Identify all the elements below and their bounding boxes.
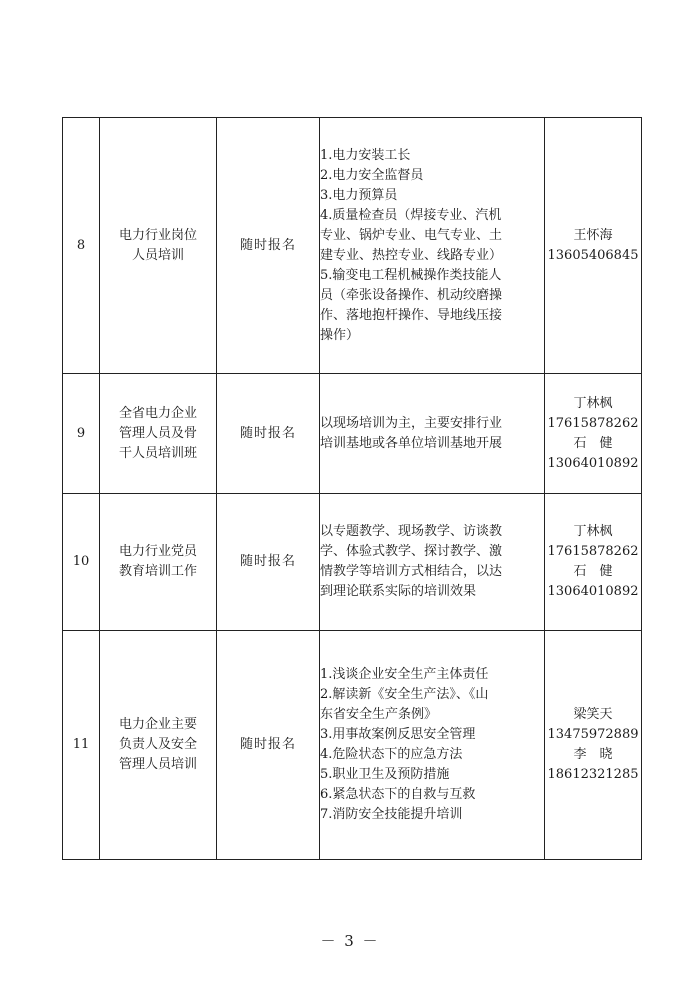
training-name-line: 电力企业主要 (118, 717, 197, 732)
training-time: 随时报名 (217, 118, 320, 374)
training-content-line: 5.输变电工程机械操作类技能人 (320, 267, 502, 283)
training-content-line: 情教学等培训方式相结合，以达 (320, 564, 503, 579)
training-content-line: 4.危险状态下的应急方法 (320, 747, 463, 762)
table-row (63, 118, 642, 374)
training-content-line: 员（牵张设备操作、机动绞磨操 (320, 287, 503, 303)
contact-info-line: 丁林枫 (573, 524, 613, 539)
training-content-line: 以专题教学、现场教学、访谈教 (320, 524, 503, 539)
table-row (63, 374, 642, 494)
row-number: 10 (63, 494, 100, 631)
training-content (320, 118, 545, 374)
training-content-line: 1.浅谈企业安全生产主体责任 (320, 667, 489, 682)
table-row (63, 631, 642, 860)
row-number: 8 (63, 118, 100, 374)
training-name-line: 电力行业党员 (118, 544, 197, 559)
training-content-line: 建专业、热控专业、线路专业） (320, 247, 503, 263)
training-name (100, 374, 217, 494)
training-content-line: 到理论联系实际的培训效果 (320, 584, 477, 599)
training-content-line: 7.消防安全技能提升培训 (320, 807, 463, 822)
training-table-body (63, 118, 642, 860)
training-content-line: 专业、锅炉专业、电气专业、土 (320, 227, 503, 243)
contact-info-line: 13064010892 (547, 584, 639, 599)
training-content-line: 2.电力安全监督员 (320, 167, 424, 183)
contact-info-line: 17615878262 (547, 544, 639, 559)
training-name (100, 494, 217, 631)
training-content-line: 2.解读新《安全生产法》、《山 (320, 687, 489, 702)
training-name (100, 631, 217, 860)
training-content-line: 4.质量检查员（焊接专业、汽机 (320, 207, 502, 223)
training-name-line: 教育培训工作 (118, 564, 197, 579)
contact-info (545, 374, 642, 494)
training-name-line: 电力行业岗位 (118, 227, 197, 243)
training-content-line: 作、落地抱杆操作、导地线压接 (320, 307, 503, 323)
training-content-line: 以现场培训为主，主要安排行业 (320, 415, 503, 431)
contact-info (545, 494, 642, 631)
training-name-line: 人员培训 (131, 247, 184, 263)
contact-info-line: 13475972889 (547, 727, 639, 742)
training-time: 随时报名 (217, 374, 320, 494)
training-name-line: 管理人员培训 (118, 757, 197, 772)
training-name-line: 干人员培训班 (118, 445, 197, 461)
training-content (320, 374, 545, 494)
training-content-line: 3.电力预算员 (320, 187, 398, 203)
row-number: 11 (63, 631, 100, 860)
training-content-line: 学、体验式教学、探讨教学、激 (320, 544, 503, 559)
training-content (320, 631, 545, 860)
contact-info-line: 17615878262 (547, 415, 639, 431)
contact-info-line: 石 健 (573, 564, 613, 579)
training-content-line: 5.职业卫生及预防措施 (320, 767, 450, 782)
contact-info-line: 丁林枫 (573, 395, 613, 411)
training-content-line: 6.紧急状态下的自救与互救 (320, 787, 476, 802)
training-content-line: 3.用事故案例反思安全管理 (320, 727, 476, 742)
contact-info-line: 13064010892 (547, 455, 639, 471)
training-time: 随时报名 (217, 494, 320, 631)
training-content-line: 东省安全生产条例》 (320, 707, 438, 722)
training-name (100, 118, 217, 374)
training-content-line: 1.电力安装工长 (320, 147, 411, 163)
table-row (63, 494, 642, 631)
training-name-line: 全省电力企业 (118, 405, 197, 421)
row-number: 9 (63, 374, 100, 494)
contact-info-line: 石 健 (573, 435, 613, 451)
training-content-line: 培训基地或各单位培训基地开展 (320, 435, 503, 451)
training-name-line: 负责人及安全 (118, 737, 197, 752)
contact-info (545, 631, 642, 860)
training-name-line: 管理人员及骨 (118, 425, 197, 441)
contact-info-line: 13605406845 (547, 247, 639, 263)
training-content (320, 494, 545, 631)
contact-info (545, 118, 642, 374)
contact-info-line: 18612321285 (547, 767, 639, 782)
training-time: 随时报名 (217, 631, 320, 860)
training-table (62, 117, 642, 860)
training-content-line: 操作） (320, 327, 360, 343)
page-number: － 3 － (320, 932, 380, 950)
contact-info-line: 梁笑天 (573, 707, 613, 722)
contact-info-line: 王怀海 (573, 227, 613, 243)
contact-info-line: 李 晓 (573, 747, 613, 762)
